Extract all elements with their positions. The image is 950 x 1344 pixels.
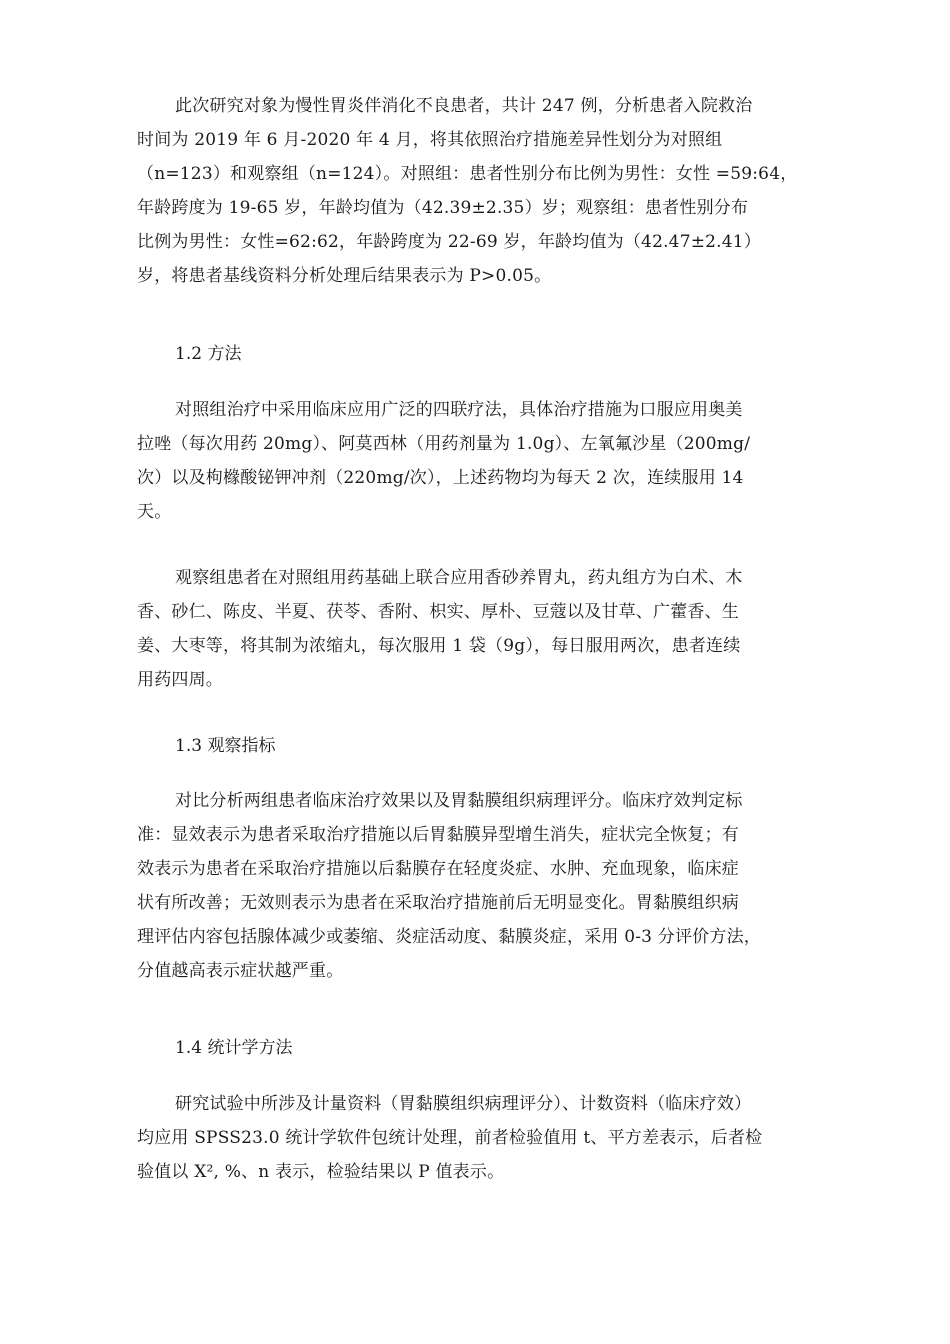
text-line: 比例为男性：女性=62:62，年龄跨度为 22-69 岁，年龄均值为（42.47±2.41） bbox=[137, 232, 762, 252]
text-line: 观察组患者在对照组用药基础上联合应用香砂养胃丸，药丸组方为白术、木 bbox=[175, 568, 743, 588]
text-line: 准：显效表示为患者采取治疗措施以后胃黏膜异型增生消失，症状完全恢复；有 bbox=[137, 825, 739, 845]
section-heading-methods: 1.2 方法 bbox=[175, 344, 242, 364]
text-line: 均应用 SPSS23.0 统计学软件包统计处理，前者检验值用 t、平方差表示，后者检 bbox=[137, 1128, 763, 1148]
paragraph-subjects bbox=[137, 89, 817, 293]
text-line: 用药四周。 bbox=[137, 670, 223, 690]
paragraph-control-group bbox=[137, 393, 817, 529]
text-line: 理评估内容包括腺体减少或萎缩、炎症活动度、黏膜炎症，采用 0-3 分评价方法， bbox=[137, 927, 761, 947]
text-line: 验值以 X², %、n 表示，检验结果以 P 值表示。 bbox=[137, 1162, 505, 1182]
text-line: 年龄跨度为 19-65 岁，年龄均值为（42.39±2.35）岁；观察组：患者性别分布 bbox=[137, 198, 749, 218]
text-line: 岁，将患者基线资料分析处理后结果表示为 P>0.05。 bbox=[137, 266, 552, 286]
text-line: 对照组治疗中采用临床应用广泛的四联疗法，具体治疗措施为口服应用奥美 bbox=[175, 400, 743, 420]
section-heading-indicators: 1.3 观察指标 bbox=[175, 736, 276, 756]
text-line: 时间为 2019 年 6 月-2020 年 4 月，将其依照治疗措施差异性划分为对照组 bbox=[137, 130, 723, 150]
section-heading-statistics: 1.4 统计学方法 bbox=[175, 1038, 293, 1058]
text-line: 状有所改善；无效则表示为患者在采取治疗措施前后无明显变化。胃黏膜组织病 bbox=[137, 893, 739, 913]
paragraph-indicators bbox=[137, 784, 817, 988]
text-line: 次）以及枸橼酸铋钾冲剂（220mg/次），上述药物均为每天 2 次，连续服用 14 bbox=[137, 468, 744, 488]
text-line: 天。 bbox=[137, 502, 172, 522]
text-line: 分值越高表示症状越严重。 bbox=[137, 961, 344, 981]
paragraph-statistics bbox=[137, 1087, 817, 1189]
text-line: 研究试验中所涉及计量资料（胃黏膜组织病理评分）、计数资料（临床疗效） bbox=[175, 1094, 752, 1114]
text-line: 拉唑（每次用药 20mg）、阿莫西林（用药剂量为 1.0g）、左氧氟沙星（200mg/ bbox=[137, 434, 751, 454]
text-line: 姜、大枣等，将其制为浓缩丸，每次服用 1 袋（9g），每日服用两次，患者连续 bbox=[137, 636, 741, 656]
text-line: 此次研究对象为慢性胃炎伴消化不良患者，共计 247 例，分析患者入院救治 bbox=[175, 96, 753, 116]
text-line: 效表示为患者在采取治疗措施以后黏膜存在轻度炎症、水肿、充血现象，临床症 bbox=[137, 859, 739, 879]
text-line: （n=123）和观察组（n=124）。对照组：患者性别分布比例为男性：女性 =59:64， bbox=[137, 164, 798, 184]
paragraph-observation-group bbox=[137, 561, 817, 697]
text-line: 香、砂仁、陈皮、半夏、茯苓、香附、枳实、厚朴、豆蔻以及甘草、广藿香、生 bbox=[137, 602, 739, 622]
text-line: 对比分析两组患者临床治疗效果以及胃黏膜组织病理评分。临床疗效判定标 bbox=[175, 791, 743, 811]
